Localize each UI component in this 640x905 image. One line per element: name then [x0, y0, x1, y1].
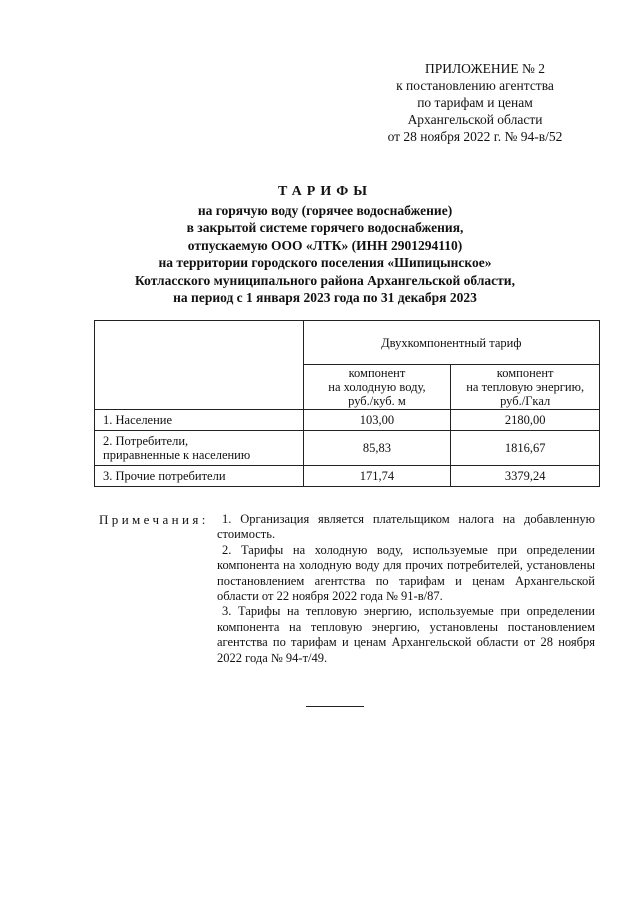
appendix-line: к постановлению агентства — [396, 78, 554, 93]
table-row — [95, 466, 600, 487]
group-header: Двухкомпонентный тариф — [303, 321, 599, 365]
column-header-cold — [303, 365, 451, 410]
title-line: на горячую воду (горячее водоснабжение) — [197, 202, 453, 218]
note-item: 3. Тарифы на тепловую энергию, используемые при определении компонента на тепловую энергию, установлены постановлением агентства по тарифам и ценам Архангельской области от 28 ноября 2022 года № 94-т/49. — [217, 604, 595, 665]
title-line: на период с 1 января 2023 года по 31 декабря 2023 — [173, 290, 477, 305]
title-line: Котласского муниципального района Архангельской области, — [135, 272, 515, 288]
column-header-heat — [451, 365, 600, 410]
title-line: на территории городского поселения «Шипицынское» — [158, 255, 492, 270]
table-row — [95, 431, 600, 466]
title-line: в закрытой системе горячего водоснабжения, — [186, 220, 464, 235]
row-label: 3. Прочие потребители — [95, 466, 304, 487]
appendix-line: Архангельской области — [407, 112, 543, 127]
appendix-title: ПРИЛОЖЕНИЕ № 2 — [424, 61, 546, 76]
appendix-line: по тарифам и ценам — [417, 95, 533, 110]
row-label: 1. Население — [95, 410, 304, 431]
notes-list — [217, 512, 595, 666]
note-item: 1. Организация является плательщиком налога на добавленную стоимость. — [217, 512, 595, 542]
column-header-text: компонент на холодную воду, руб./куб. м — [328, 366, 426, 408]
title-line: отпускаемую ООО «ЛТК» (ИНН 2901294110) — [187, 237, 463, 253]
tariff-table — [94, 320, 600, 487]
heat-energy-value: 2180,00 — [451, 410, 600, 431]
cold-water-value: 85,83 — [303, 431, 451, 466]
column-header-text: компонент на тепловую энергию, руб./Гкал — [466, 366, 585, 408]
document-title — [60, 183, 590, 307]
appendix-decree-ref: от 28 ноября 2022 г. № 94-в/52 — [387, 129, 563, 144]
row-label: 2. Потребители, приравненные к населению — [95, 431, 304, 466]
appendix-header — [360, 60, 590, 145]
closing-divider — [306, 706, 364, 707]
cold-water-value: 103,00 — [303, 410, 451, 431]
heat-energy-value: 1816,67 — [451, 431, 600, 466]
notes-label: Примечания: — [99, 512, 209, 527]
title-heading: ТАРИФЫ — [278, 184, 372, 199]
table-row — [95, 410, 600, 431]
table-corner-cell — [95, 321, 304, 410]
heat-energy-value: 3379,24 — [451, 466, 600, 487]
cold-water-value: 171,74 — [303, 466, 451, 487]
note-item: 2. Тарифы на холодную воду, используемые при определении компонента на холодную воду для прочих потребителей, установлены постановлением агентства по тарифам и ценам Архангельской области от 22 ноября 2022 года № 91-в/87. — [217, 542, 595, 604]
